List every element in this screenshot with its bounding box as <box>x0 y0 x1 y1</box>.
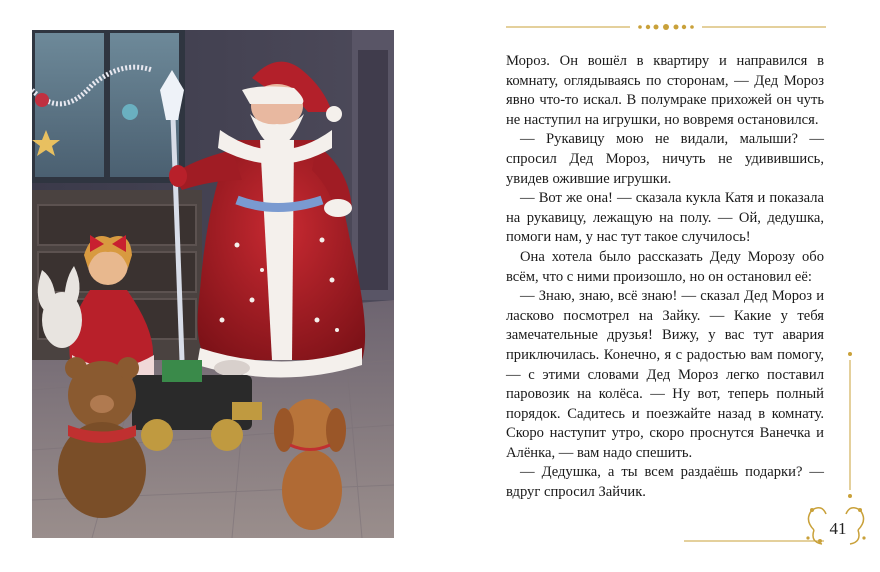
page-number: 41 <box>829 519 847 538</box>
santa-toys-picture <box>32 30 394 538</box>
paragraph: — Дедушка, а ты всем раздаёшь подарки? — вдруг спросил Зайчик. <box>506 464 824 501</box>
story-text <box>506 52 824 503</box>
paragraph: — Знаю, знаю, всё знаю! — сказал Дед Мороз и ласково посмотрел на Зайку. — Какие у тебя замечательные друзья! Вижу, у вас тут авария приключилась. Конечно, я с радостью вам помогу, — с этими словами Дед Мороз легко поставил паровозик на колёса. — Ну вот, теперь полный порядок. Садитесь и поезжайте назад в комнату. Скоро наступит утро, скоро проснутся Ванечка и Алёнка, — вам надо спешить. <box>506 288 824 461</box>
paragraph: — Вот же она! — сказала кукла Катя и показала на рукавицу, лежащую на полу. — Ой, дедушка, помоги нам, у нас тут такое случилось! <box>506 190 824 246</box>
paragraph: — Рукавицу мою не видали, малыши? — спросил Дед Мороз, ничуть не удивившись, увидев ожившие игрушки. <box>506 131 824 187</box>
top-ornament <box>506 20 826 34</box>
side-ornament <box>840 350 860 500</box>
illustration <box>32 30 394 538</box>
bottom-ornament <box>684 538 824 544</box>
paragraph: Она хотела было рассказать Деду Морозу обо всём, что с ними произошло, но он остановил её: <box>506 248 824 285</box>
paragraph: Мороз. Он вошёл в квартиру и направился в комнату, оглядываясь по сторонам, — Дед Мороз явно что-то искал. В полумраке прихожей он чуть не наступил на игрушки, но вовремя остановился. <box>506 53 824 128</box>
